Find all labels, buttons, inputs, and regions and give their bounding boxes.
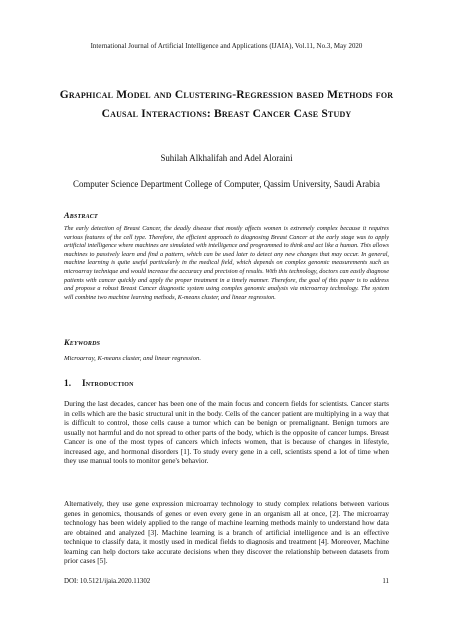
footer-doi: DOI: 10.5121/ijaia.2020.11302 bbox=[64, 578, 151, 585]
journal-header: International Journal of Artificial Intelligence and Applications (IJAIA), Vol.11, No.3, May 2020 bbox=[90, 43, 363, 50]
intro-paragraph-2: Alternatively, they use gene expression microarray technology to study complex relations between various genes in genomics, thousands of genes or even every gene in an organism all at once, [2]. The microarray technology has been widely applied to the range of machine learning methods mainly to understand how data are obtained and analyzed [3]. Machine learning is a branch of artificial intelligence and is an effective technique to classify data, it mostly used in medical fields to diagnosis and treatment [4]. Moreover, Machine learning can help doctors take accurate decisions when they discover the relationship between datasets from prior cases [5]. bbox=[64, 499, 389, 565]
introduction-heading bbox=[64, 378, 134, 388]
keywords-body: Microarray, K-means cluster, and linear regression. bbox=[64, 355, 201, 362]
intro-paragraph-1: During the last decades, cancer has been one of the main focus and concern fields for scientists. Cancer starts in cells which are the basic structural unit in the body. Cells of the cancer patient are multiplying in a way that is difficult to control, those cells cause a tumor which can be benign or premalignant. Benign tumors are usually not harmful and do not spread to other parts of the body, which is the opposite of cancer lumps. Breast Cancer is one of the most types of cancers which infects women, that is because of changes in lifestyle, increased age, and hormonal disorders [1]. To study every gene in a cell, scientists spend a lot of time when they use manual tools to monitor gene's behavior. bbox=[64, 399, 389, 465]
paper-title: Graphical Model and Clustering-Regression based Methods for Causal Interactions: Breast Cancer Case Study bbox=[59, 89, 394, 120]
page-number: 11 bbox=[382, 578, 389, 585]
affiliation: Computer Science Department College of Computer, Qassim University, Saudi Arabia bbox=[73, 179, 380, 189]
section-number: 1. bbox=[64, 378, 72, 388]
section-title: Introduction bbox=[82, 378, 134, 388]
authors: Suhilah Alkhalifah and Adel Aloraini bbox=[160, 153, 293, 163]
keywords-heading: Keywords bbox=[64, 338, 101, 347]
abstract-heading: Abstract bbox=[64, 211, 98, 220]
abstract-body: The early detection of Breast Cancer, the deadly disease that mostly affects women is extremely complex because it requires various features of the cell type. Therefore, the efficient approach to diagnosing Breast Cancer at the early stage was to apply artificial intelligence where machines are simulated with intelligence and programmed to think and act like a human. This allows machines to passively learn and find a pattern, which can be used later to detect any new changes that may occur. In general, machine learning is quite useful particularly in the medical field, which depends on complex genomic measurements such as microarray technique and would increase the accuracy and precision of results. With this technology, doctors can easily diagnose patients with cancer quickly and apply the proper treatment in a timely manner. Therefore, the goal of this paper is to address and propose a robust Breast Cancer diagnostic system using complex genomic analysis via microarray technology. The system will combine two machine learning methods, K-means cluster, and linear regression. bbox=[64, 225, 389, 301]
